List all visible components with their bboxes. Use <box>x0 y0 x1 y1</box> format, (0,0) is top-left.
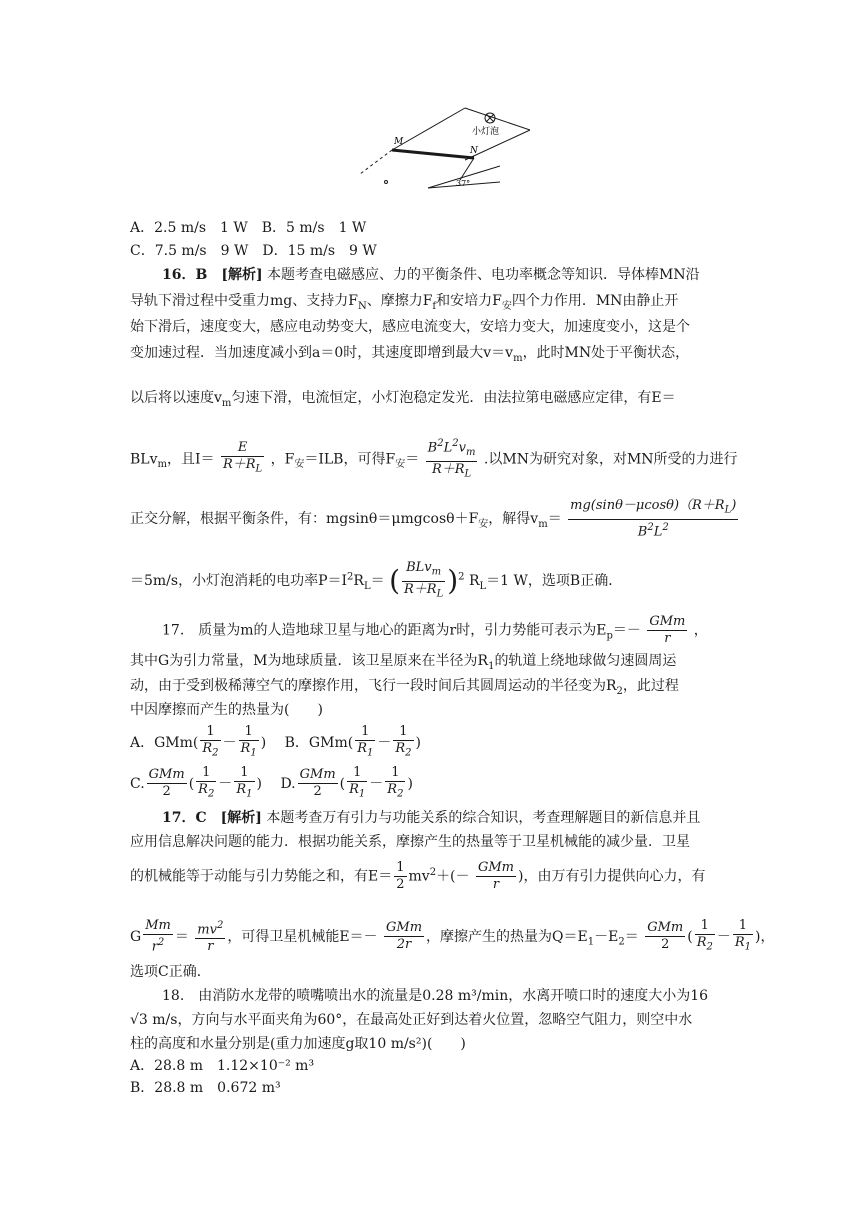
q18-line-1: 18. 由消防水龙带的喷嘴喷出水的流量是0.28 m³/min，水离开喷口时的速度大小为16 <box>162 988 709 1004</box>
rod-mn <box>392 150 474 158</box>
rail-lower <box>460 158 474 180</box>
dot-mark <box>385 181 388 184</box>
a16-line-1: 16．B [解析] 本题考查电磁感应、力的平衡条件、电功率概念等知识．导体棒MN沿 <box>162 267 700 283</box>
incline-rail-figure <box>340 100 540 200</box>
label-n: N <box>470 146 478 156</box>
a17-line-4: G $\frac{Mm}{r^2}$ ＝ $\frac{mv^2}{r}$ ，可得卫星机械能E＝－ $\frac{\text{GMm}}{2r}$ ，摩擦产生的热量为$Q=E_1-E_2=$ $\frac{\text{GMm}}{2}$ ( $\frac{1}{R_2}$ － $\frac{1}{R_1}$ )， <box>130 918 775 955</box>
a16-line-2: 导轨下滑过程中受重力mg、支持力$F_N$、摩擦力$F_f$和安培力$F_安$四个力作用．MN由静止开 <box>130 293 679 312</box>
a16-line-3: 始下滑后，速度变大，感应电动势变大，感应电流变大，安培力变大，加速度变小，这是个 <box>130 319 690 335</box>
q17-line-3: 动，由于受到极稀薄空气的摩擦作用，飞行一段时间后其圆周运动的半径变为$R_2$，此过程 <box>130 678 679 697</box>
fraction-vm: $\frac{mg(\sin\theta-\mu\cos\theta)(R+R_L)}{B^2L^2}$ <box>570 498 737 539</box>
a17-line-1: 17．C [解析] 本题考查万有引力与功能关系的综合知识，考查理解题目的新信息并且 <box>162 810 701 826</box>
a16-line-7: 正交分解，根据平衡条件，有：$mgsin\theta=\mu mgcos\theta+F_安$，解得$v_m=$ $\frac{mg(\sin\theta-\mu\cos\theta)(R+R_L)}{B^2L^2}$ <box>130 498 737 539</box>
a17-line-5: 选项C正确． <box>130 964 211 980</box>
label-angle: 37° <box>456 179 471 188</box>
fraction-gmm-r: $\frac{\text{GMm}}{r}$ <box>649 614 686 646</box>
label-bulb: 小灯泡 <box>472 127 500 137</box>
q17-line-2: 其中G为引力常量，M为地球质量．该卫星原来在半径为$R_1$的轨道上绕地球做匀速圆周运 <box>130 653 677 672</box>
fraction-e-over-r: $\frac{E}{R+R_L}$ <box>222 440 263 476</box>
a16-line-4: 变加速过程．当加速度减小到a＝0时，其速度即增到最大$v=v_m$，此时MN处于平衡状态， <box>130 345 690 364</box>
a16-line-8: ＝5m/s，小灯泡消耗的电功率$P=I^2R_L=$ ( $\frac{BLv_m}{R+R_L}$ )$^2$ $R_L=1$ W，选项B正确． <box>130 560 622 602</box>
fraction-b2l2v: $\frac{B^2L^2v_m}{R+R_L}$ <box>427 438 476 480</box>
q16-options-ab: A．2.5 m/s 1 W B．5 m/s 1 W <box>130 220 367 236</box>
q17-options-cd: C. $\frac{\text{GMm}}{2}$ ( $\frac{1}{R_2}$ － $\frac{1}{R_1}$ ) D. $\frac{\text{GMm}}{2}$ ( $\frac{1}{R_1}$ － $\frac{1}{R_2}$ ) <box>130 765 413 800</box>
q17-line-1: 17. 质量为m的人造地球卫星与地心的距离为r时，引力势能可表示为$E_p=-$ $\frac{\text{GMm}}{r}$ ， <box>162 614 708 646</box>
q16-options-cd: C．7.5 m/s 9 W D．15 m/s 9 W <box>130 243 377 259</box>
a16-line-6: BLv$_m$，且I＝ $\frac{E}{R+R_L}$ ，$F_安=ILB$，可得$F_安=$ $\frac{B^2L^2v_m}{R+R_L}$ .以MN为研究对象，对MN所受的力进行 <box>130 436 738 483</box>
q18-line-3: 柱的高度和水量分别是(重力加速度g取10 m/s²)( ) <box>130 1036 466 1052</box>
a17-line-3: 的机械能等于动能与引力势能之和，有E＝ $\frac{1}{2}$ $mv^2+(-$ $\frac{\text{GMm}}{r}$ )，由万有引力提供向心力，有 <box>130 860 706 892</box>
label-m: M <box>394 137 404 147</box>
q18-option-a: A．28.8 m 1.12×10⁻² m³ <box>130 1058 315 1074</box>
q18-option-b: B．28.8 m 0.672 m³ <box>130 1080 281 1096</box>
fraction-power: $\frac{BLv_m}{R+R_L}$ <box>404 560 444 600</box>
rail-dashed <box>360 150 392 174</box>
q18-line-2: √3 m/s，方向与水平面夹角为60°，在最高处正好到达着火位置，忽略空气阻力，则空中水 <box>130 1012 693 1028</box>
q17-line-4: 中因摩擦而产生的热量为( ) <box>130 702 323 718</box>
a16-line-5: 以后将以速度$v_m$匀速下滑，电流恒定，小灯泡稳定发光．由法拉第电磁感应定律，有E＝ <box>130 390 676 409</box>
a17-line-2: 应用信息解决问题的能力．根据功能关系，摩擦产生的热量等于卫星机械能的减少量．卫星 <box>130 834 690 850</box>
q17-options-ab: A．GMm( $\frac{1}{R_2}$ － $\frac{1}{R_1}$ ) B．GMm( $\frac{1}{R_1}$ － $\frac{1}{R_2}$ ) <box>130 724 421 759</box>
